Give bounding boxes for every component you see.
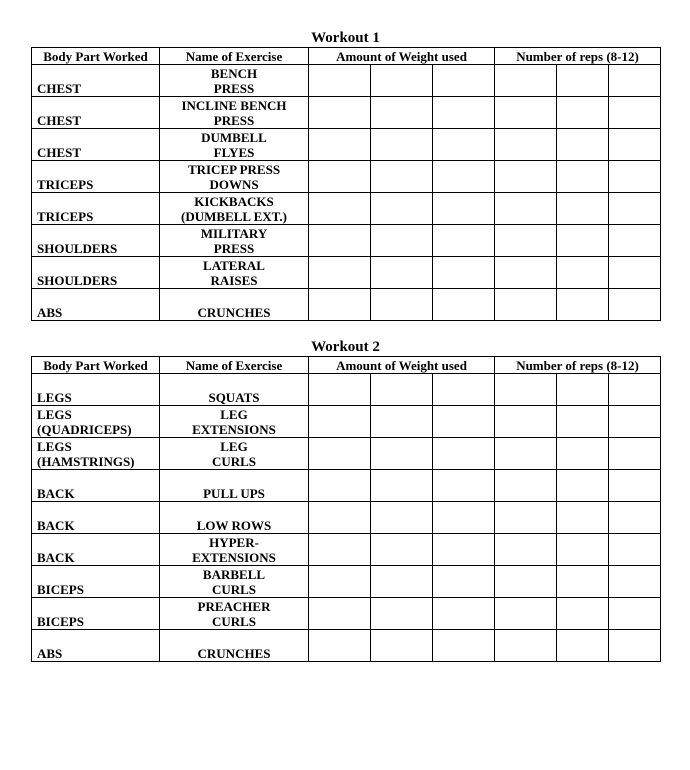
weight-entry-cell[interactable] xyxy=(309,289,371,321)
body-part-text: ABS xyxy=(37,305,63,320)
exercise-cell xyxy=(160,406,309,438)
exercise-text: SQUATS xyxy=(208,390,260,405)
exercise-cell xyxy=(160,97,309,129)
table-row xyxy=(32,374,661,406)
weight-entry-cell[interactable] xyxy=(309,406,371,438)
weight-entry-cell[interactable] xyxy=(371,225,433,257)
exercise-cell xyxy=(160,502,309,534)
reps-entry-cell[interactable] xyxy=(609,534,661,566)
reps-entry-cell[interactable] xyxy=(609,502,661,534)
body-part-text: BICEPS xyxy=(37,582,84,597)
reps-entry-cell[interactable] xyxy=(609,374,661,406)
weight-entry-cell[interactable] xyxy=(433,129,495,161)
weight-entry-cell[interactable] xyxy=(433,566,495,598)
exercise-cell xyxy=(160,161,309,193)
weight-entry-cell[interactable] xyxy=(433,406,495,438)
reps-entry-cell[interactable] xyxy=(495,257,557,289)
weight-entry-cell[interactable] xyxy=(433,374,495,406)
reps-entry-cell[interactable] xyxy=(609,225,661,257)
exercise-text: HYPER- EXTENSIONS xyxy=(192,535,276,565)
exercise-cell xyxy=(160,193,309,225)
header-exercise: Name of Exercise xyxy=(160,357,309,374)
exercise-cell xyxy=(160,566,309,598)
workout-2-section xyxy=(31,339,660,662)
weight-entry-cell[interactable] xyxy=(309,374,371,406)
exercise-text: MILITARY PRESS xyxy=(200,226,268,256)
exercise-cell xyxy=(160,65,309,97)
reps-entry-cell[interactable] xyxy=(495,65,557,97)
weight-entry-cell[interactable] xyxy=(309,225,371,257)
exercise-cell xyxy=(160,289,309,321)
exercise-cell xyxy=(160,374,309,406)
body-part-text: SHOULDERS xyxy=(37,273,118,288)
exercise-text: PREACHER CURLS xyxy=(197,599,271,629)
body-part-text: BACK xyxy=(37,486,75,501)
reps-entry-cell[interactable] xyxy=(609,566,661,598)
reps-entry-cell[interactable] xyxy=(557,225,609,257)
reps-entry-cell[interactable] xyxy=(495,438,557,470)
table-row xyxy=(32,406,661,438)
header-exercise: Name of Exercise xyxy=(160,48,309,65)
table-row xyxy=(32,502,661,534)
weight-entry-cell[interactable] xyxy=(371,129,433,161)
weight-entry-cell[interactable] xyxy=(371,534,433,566)
reps-entry-cell[interactable] xyxy=(557,470,609,502)
reps-entry-cell[interactable] xyxy=(609,438,661,470)
weight-entry-cell[interactable] xyxy=(371,438,433,470)
exercise-cell xyxy=(160,129,309,161)
reps-entry-cell[interactable] xyxy=(495,129,557,161)
weight-entry-cell[interactable] xyxy=(371,406,433,438)
weight-entry-cell[interactable] xyxy=(309,598,371,630)
workout-title: Workout 2 xyxy=(311,339,380,355)
reps-entry-cell[interactable] xyxy=(495,225,557,257)
body-part-text: BACK xyxy=(37,518,75,533)
weight-entry-cell[interactable] xyxy=(433,502,495,534)
body-part-text: ABS xyxy=(37,646,63,661)
weight-entry-cell[interactable] xyxy=(371,566,433,598)
body-part-cell xyxy=(32,257,160,289)
header-row xyxy=(32,48,661,65)
body-part-cell xyxy=(32,534,160,566)
reps-entry-cell[interactable] xyxy=(609,470,661,502)
reps-entry-cell[interactable] xyxy=(609,598,661,630)
reps-entry-cell[interactable] xyxy=(495,374,557,406)
table-row xyxy=(32,225,661,257)
reps-entry-cell[interactable] xyxy=(557,438,609,470)
weight-entry-cell[interactable] xyxy=(371,630,433,662)
exercise-cell xyxy=(160,438,309,470)
body-part-cell xyxy=(32,502,160,534)
reps-entry-cell[interactable] xyxy=(609,289,661,321)
body-part-cell xyxy=(32,193,160,225)
weight-entry-cell[interactable] xyxy=(371,374,433,406)
exercise-text: PULL UPS xyxy=(203,486,265,501)
table-row xyxy=(32,289,661,321)
reps-entry-cell[interactable] xyxy=(609,129,661,161)
exercise-text: INCLINE BENCH PRESS xyxy=(181,98,287,128)
body-part-cell xyxy=(32,406,160,438)
exercise-text: LEG CURLS xyxy=(211,439,257,469)
weight-entry-cell[interactable] xyxy=(433,630,495,662)
reps-entry-cell[interactable] xyxy=(609,161,661,193)
reps-entry-cell[interactable] xyxy=(495,566,557,598)
reps-entry-cell[interactable] xyxy=(495,630,557,662)
weight-entry-cell[interactable] xyxy=(309,65,371,97)
reps-entry-cell[interactable] xyxy=(495,97,557,129)
reps-entry-cell[interactable] xyxy=(557,598,609,630)
body-part-text: CHEST xyxy=(37,113,82,128)
body-part-text: SHOULDERS xyxy=(37,241,118,256)
exercise-cell xyxy=(160,225,309,257)
exercise-text: LATERAL RAISES xyxy=(203,258,265,288)
weight-entry-cell[interactable] xyxy=(433,598,495,630)
weight-entry-cell[interactable] xyxy=(309,438,371,470)
reps-entry-cell[interactable] xyxy=(557,534,609,566)
reps-entry-cell[interactable] xyxy=(495,193,557,225)
exercise-text: CRUNCHES xyxy=(197,305,271,320)
reps-entry-cell[interactable] xyxy=(495,534,557,566)
reps-entry-cell[interactable] xyxy=(609,406,661,438)
body-part-cell xyxy=(32,161,160,193)
exercise-text: BARBELL CURLS xyxy=(202,567,266,597)
weight-entry-cell[interactable] xyxy=(309,257,371,289)
table-row xyxy=(32,161,661,193)
reps-entry-cell[interactable] xyxy=(557,193,609,225)
reps-entry-cell[interactable] xyxy=(557,502,609,534)
exercise-text: LEG EXTENSIONS xyxy=(192,407,276,437)
body-part-text: LEGS xyxy=(37,390,72,405)
weight-entry-cell[interactable] xyxy=(433,65,495,97)
reps-entry-cell[interactable] xyxy=(557,406,609,438)
workout-title: Workout 1 xyxy=(311,30,380,46)
exercise-cell xyxy=(160,534,309,566)
header-body-part: Body Part Worked xyxy=(32,357,160,374)
body-part-text: CHEST xyxy=(37,81,82,96)
weight-entry-cell[interactable] xyxy=(371,257,433,289)
exercise-cell xyxy=(160,470,309,502)
body-part-text: BACK xyxy=(37,550,75,565)
reps-entry-cell[interactable] xyxy=(557,65,609,97)
exercise-text: LOW ROWS xyxy=(196,518,272,533)
header-body-part: Body Part Worked xyxy=(32,48,160,65)
table-row xyxy=(32,598,661,630)
weight-entry-cell[interactable] xyxy=(433,470,495,502)
weight-entry-cell[interactable] xyxy=(309,97,371,129)
body-part-cell xyxy=(32,225,160,257)
weight-entry-cell[interactable] xyxy=(433,225,495,257)
weight-entry-cell[interactable] xyxy=(433,97,495,129)
reps-entry-cell[interactable] xyxy=(495,289,557,321)
weight-entry-cell[interactable] xyxy=(309,129,371,161)
exercise-text: DUMBELL FLYES xyxy=(201,130,267,160)
weight-entry-cell[interactable] xyxy=(309,161,371,193)
weight-entry-cell[interactable] xyxy=(309,534,371,566)
body-part-cell xyxy=(32,65,160,97)
weight-entry-cell[interactable] xyxy=(371,502,433,534)
weight-entry-cell[interactable] xyxy=(309,630,371,662)
weight-entry-cell[interactable] xyxy=(433,161,495,193)
weight-entry-cell[interactable] xyxy=(371,97,433,129)
body-part-text: TRICEPS xyxy=(37,177,94,192)
exercise-text: CRUNCHES xyxy=(197,646,271,661)
body-part-cell xyxy=(32,630,160,662)
reps-entry-cell[interactable] xyxy=(557,566,609,598)
weight-entry-cell[interactable] xyxy=(371,598,433,630)
body-part-cell xyxy=(32,129,160,161)
weight-entry-cell[interactable] xyxy=(433,534,495,566)
weight-entry-cell[interactable] xyxy=(309,470,371,502)
exercise-text: BENCH PRESS xyxy=(210,66,258,96)
reps-entry-cell[interactable] xyxy=(495,502,557,534)
header-weight: Amount of Weight used xyxy=(309,357,495,374)
table-row xyxy=(32,566,661,598)
reps-entry-cell[interactable] xyxy=(609,193,661,225)
exercise-cell xyxy=(160,630,309,662)
workout-table xyxy=(31,356,661,662)
table-row xyxy=(32,630,661,662)
weight-entry-cell[interactable] xyxy=(371,289,433,321)
body-part-text: LEGS (QUADRICEPS) xyxy=(37,407,132,437)
header-reps: Number of reps (8-12) xyxy=(495,357,661,374)
table-row xyxy=(32,65,661,97)
reps-entry-cell[interactable] xyxy=(557,289,609,321)
weight-entry-cell[interactable] xyxy=(371,470,433,502)
table-row xyxy=(32,470,661,502)
reps-entry-cell[interactable] xyxy=(609,257,661,289)
reps-entry-cell[interactable] xyxy=(557,161,609,193)
weight-entry-cell[interactable] xyxy=(433,438,495,470)
reps-entry-cell[interactable] xyxy=(609,630,661,662)
exercise-text: KICKBACKS (DUMBELL EXT.) xyxy=(181,194,287,224)
exercise-cell xyxy=(160,257,309,289)
exercise-cell xyxy=(160,598,309,630)
reps-entry-cell[interactable] xyxy=(495,598,557,630)
workout-table xyxy=(31,47,661,321)
reps-entry-cell[interactable] xyxy=(557,257,609,289)
body-part-text: LEGS (HAMSTRINGS) xyxy=(37,439,135,469)
header-reps: Number of reps (8-12) xyxy=(495,48,661,65)
weight-entry-cell[interactable] xyxy=(433,289,495,321)
table-row xyxy=(32,193,661,225)
weight-entry-cell[interactable] xyxy=(309,566,371,598)
body-part-text: CHEST xyxy=(37,145,82,160)
body-part-cell xyxy=(32,97,160,129)
body-part-cell xyxy=(32,374,160,406)
weight-entry-cell[interactable] xyxy=(309,193,371,225)
reps-entry-cell[interactable] xyxy=(495,161,557,193)
reps-entry-cell[interactable] xyxy=(557,374,609,406)
weight-entry-cell[interactable] xyxy=(371,65,433,97)
reps-entry-cell[interactable] xyxy=(557,129,609,161)
reps-entry-cell[interactable] xyxy=(495,470,557,502)
weight-entry-cell[interactable] xyxy=(433,257,495,289)
table-row xyxy=(32,438,661,470)
body-part-cell xyxy=(32,566,160,598)
exercise-text: TRICEP PRESS DOWNS xyxy=(187,162,281,192)
workout-1-section xyxy=(31,30,660,321)
header-weight: Amount of Weight used xyxy=(309,48,495,65)
body-part-text: BICEPS xyxy=(37,614,84,629)
table-row xyxy=(32,97,661,129)
table-row xyxy=(32,257,661,289)
header-row xyxy=(32,357,661,374)
body-part-text: TRICEPS xyxy=(37,209,94,224)
body-part-cell xyxy=(32,438,160,470)
weight-entry-cell[interactable] xyxy=(371,161,433,193)
body-part-cell xyxy=(32,289,160,321)
weight-entry-cell[interactable] xyxy=(309,502,371,534)
table-row xyxy=(32,534,661,566)
reps-entry-cell[interactable] xyxy=(557,630,609,662)
reps-entry-cell[interactable] xyxy=(609,97,661,129)
table-row xyxy=(32,129,661,161)
weight-entry-cell[interactable] xyxy=(433,193,495,225)
reps-entry-cell[interactable] xyxy=(495,406,557,438)
body-part-cell xyxy=(32,470,160,502)
reps-entry-cell[interactable] xyxy=(609,65,661,97)
weight-entry-cell[interactable] xyxy=(371,193,433,225)
body-part-cell xyxy=(32,598,160,630)
reps-entry-cell[interactable] xyxy=(557,97,609,129)
